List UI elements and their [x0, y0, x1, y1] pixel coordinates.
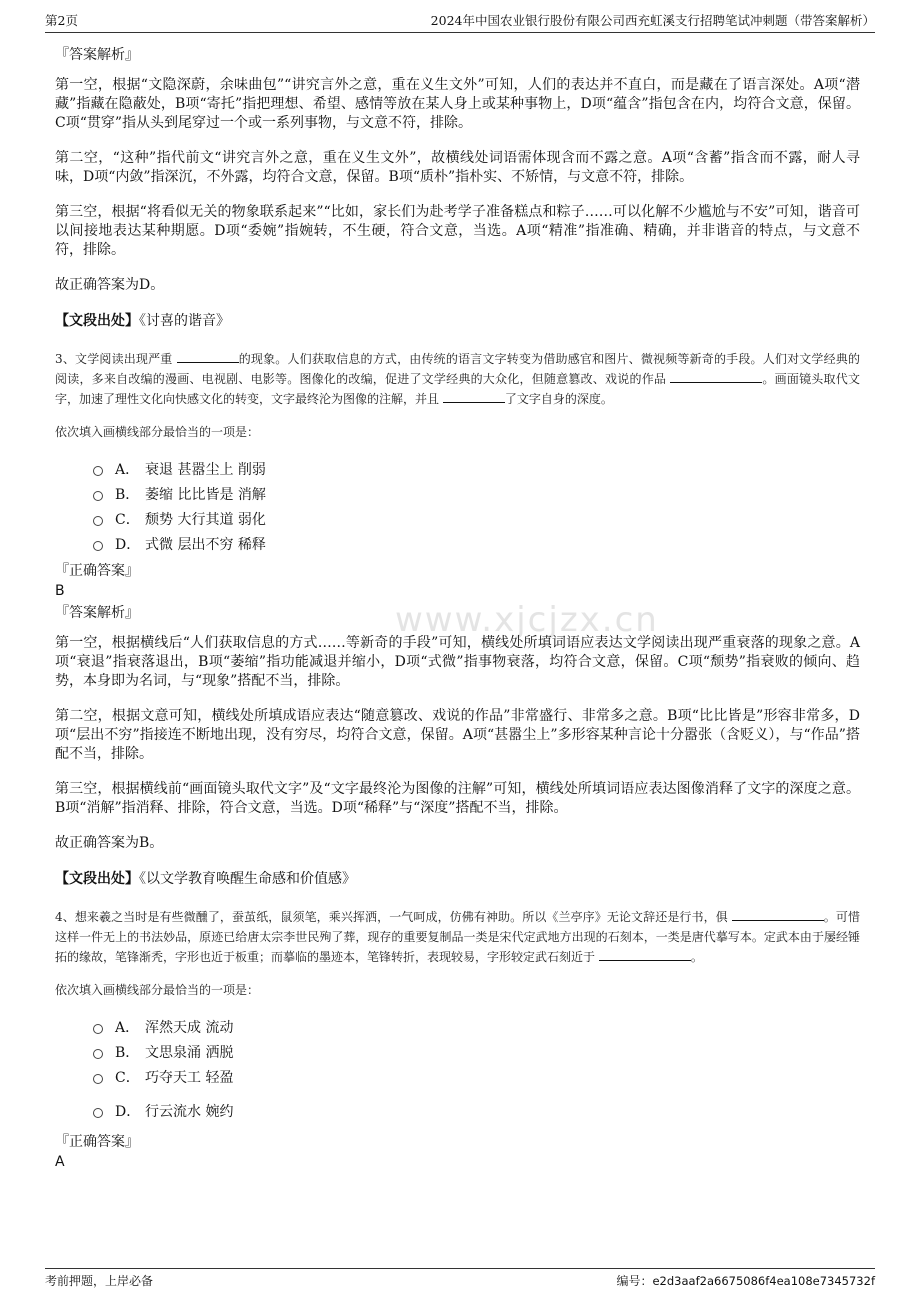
- option-a[interactable]: A． 衰退 甚嚣尘上 削弱: [93, 456, 860, 481]
- fill-blank: [670, 370, 762, 383]
- radio-icon[interactable]: [93, 1108, 103, 1118]
- page-number: 第2页: [45, 13, 78, 28]
- radio-icon[interactable]: [93, 516, 103, 526]
- analysis-label: 『答案解析』: [55, 605, 139, 621]
- question-prompt: 依次填入画横线部分最恰当的一项是：: [55, 425, 260, 439]
- source-label: 【文段出处】: [55, 313, 139, 329]
- page-header: [45, 12, 875, 33]
- analysis-paragraph: 第一空，根据“文隐深蔚，余味曲包”“讲究言外之意，重在义生文外”可知，人们的表达并不直白，而是藏在了语言深处。A项“潜藏”指藏在隐蔽处，B项“寄托”指把理想、希望、感情等放在某人身上或某种事物上，D项“蕴含”指包含在内，均符合文意，保留。C项“贯穿”指从头到尾穿过一个或一系列事物，与文意不符，排除。: [55, 77, 860, 131]
- option-d[interactable]: D． 行云流水 婉约: [93, 1098, 860, 1123]
- source-title: 《以文学教育唤醒生命感和价值感》: [139, 871, 356, 887]
- question-prompt: 依次填入画横线部分最恰当的一项是：: [55, 983, 260, 997]
- conclusion-paragraph: 故正确答案为B。: [55, 835, 164, 851]
- question-3-options: [93, 456, 860, 556]
- radio-icon[interactable]: [93, 1049, 103, 1059]
- analysis-paragraph: 第二空，根据文意可知，横线处所填成语应表达“随意篡改、戏说的作品”非常盛行、非常多之意。B项“比比皆是”形容非常多，D项“层出不穷”指接连不断地出现，没有穷尽，均符合文意，保留。A项“甚嚣尘上”多形容某种言论十分嚣张（含贬义），与“作品”搭配不当，排除。: [55, 708, 860, 762]
- analysis-label: 『答案解析』: [55, 47, 139, 63]
- analysis-paragraph: 第三空，根据横线前“画面镜头取代文字”及“文字最终沦为图像的注解”可知，横线处所填词语应表达图像消释了文字的深度之意。B项“消解”指消释、排除，符合文意，当选。D项“稀释”与“深度”搭配不当，排除。: [55, 781, 860, 816]
- option-b[interactable]: B． 萎缩 比比皆是 消解: [93, 481, 860, 506]
- radio-icon[interactable]: [93, 1024, 103, 1034]
- answer-label: 『正确答案』: [55, 563, 139, 579]
- radio-icon[interactable]: [93, 541, 103, 551]
- footer-serial: 编号：e2d3aaf2a6675086f4ea108e7345732f: [616, 1274, 875, 1288]
- source-line: [55, 311, 860, 331]
- radio-icon[interactable]: [93, 466, 103, 476]
- source-title: 《讨喜的谐音》: [139, 313, 230, 329]
- answer-label: 『正确答案』: [55, 1134, 139, 1150]
- fill-blank: [177, 350, 239, 363]
- analysis-paragraph: 第二空，“这种”指代前文“讲究言外之意，重在义生文外”，故横线处词语需体现含而不露之意。A项“含蓄”指含而不露，耐人寻味，D项“内敛”指深沉，不外露，均符合文意，保留。B项“质朴”指朴实、不矫情，与文意不符，排除。: [55, 150, 860, 185]
- question-4-stem: 4、想来羲之当时是有些微醺了，蚕茧纸，鼠须笔，乘兴挥洒，一气呵成，仿佛有神助。所以《兰亭序》无论文辞还是行书，俱 。可惜这样一件无上的书法妙品，原迹已给唐太宗李世民殉了葬，现存的重要复制品一类是宋代定武地方出现的石刻本，一类是唐代摹写本。定武本由于屡经锤拓的缘故，笔锋渐秃，字形也近于板重；而摹临的墨迹本，笔锋转折，表现较易，字形较定武石刻近于 。: [55, 910, 860, 964]
- footer-slogan: 考前押题，上岸必备: [45, 1274, 154, 1288]
- fill-blank: [732, 908, 824, 921]
- serial-code: e2d3aaf2a6675086f4ea108e7345732f: [652, 1274, 875, 1288]
- question-3-stem: 3、文学阅读出现严重 的现象。人们获取信息的方式，由传统的语言文字转变为借助感官和图片、微视频等新奇的手段。人们对文学经典的阅读，多来自改编的漫画、电视剧、电影等。图像化的改编，促进了文学经典的大众化，但随意篡改、戏说的作品 。画面镜头取代文字，加速了理性文化向快感文化的转变，文字最终沦为图像的注解，并且 了文字自身的深度。: [55, 352, 860, 406]
- fill-blank: [599, 948, 691, 961]
- fill-blank: [443, 390, 505, 403]
- watermark: www.xjcjzx.cn: [395, 600, 659, 640]
- correct-answer: A: [55, 1154, 65, 1170]
- option-d[interactable]: D． 式微 层出不穷 稀释: [93, 531, 860, 556]
- option-b[interactable]: B． 文思泉涌 洒脱: [93, 1039, 860, 1064]
- option-c[interactable]: C． 颓势 大行其道 弱化: [93, 506, 860, 531]
- option-a[interactable]: A． 浑然天成 流动: [93, 1014, 860, 1039]
- analysis-paragraph: 第一空，根据横线后“人们获取信息的方式……等新奇的手段”可知，横线处所填词语应表达文学阅读出现严重衰落的现象之意。A项“衰退”指衰落退出，B项“萎缩”指功能减退并缩小，D项“式微”指事物衰落，均符合文意，保留。C项“颓势”指衰败的倾向、趋势，本身即为名词，与“现象”搭配不当，排除。: [55, 635, 860, 689]
- page-footer: [45, 1268, 875, 1291]
- page-content: [55, 44, 860, 1171]
- correct-answer: B: [55, 583, 65, 599]
- radio-icon[interactable]: [93, 491, 103, 501]
- source-label: 【文段出处】: [55, 871, 139, 887]
- option-c[interactable]: C． 巧夺天工 轻盈: [93, 1064, 860, 1089]
- document-title: 2024年中国农业银行股份有限公司西充虹溪支行招聘笔试冲刺题（带答案解析）: [430, 13, 875, 28]
- question-4-options: [93, 1014, 860, 1123]
- source-line: [55, 869, 860, 889]
- analysis-paragraph: 第三空，根据“将看似无关的物象联系起来”“比如，家长们为赴考学子准备糕点和粽子……可以化解不少尴尬与不安”可知，谐音可以间接地表达某种期愿。D项“委婉”指婉转，不生硬，符合文意，当选。A项“精准”指准确、精确，并非谐音的特点，与文意不符，排除。: [55, 204, 860, 258]
- radio-icon[interactable]: [93, 1074, 103, 1084]
- conclusion-paragraph: 故正确答案为D。: [55, 277, 165, 293]
